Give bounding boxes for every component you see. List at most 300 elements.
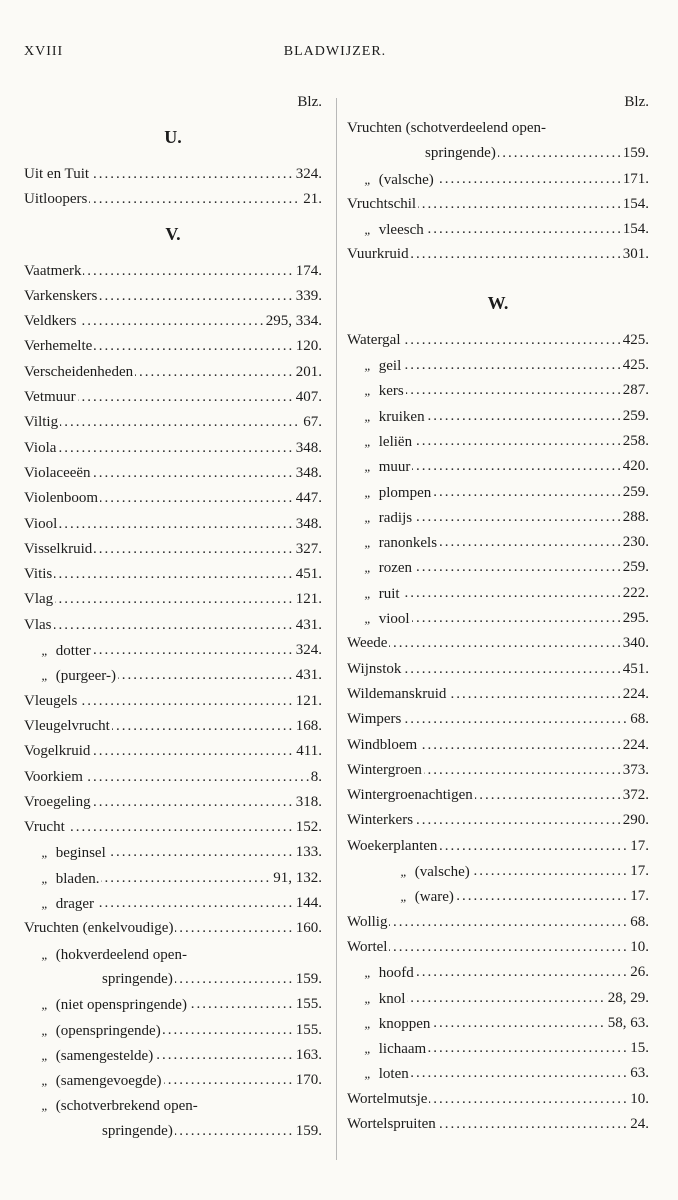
entry-label: Vogelkruid <box>24 743 91 760</box>
index-entry <box>347 733 649 758</box>
index-entry <box>24 587 322 612</box>
entry-term <box>347 991 407 1007</box>
entry-term <box>347 1016 432 1032</box>
entry-page: 10. <box>628 935 649 960</box>
entry-page: 339. <box>294 284 322 309</box>
entry-term <box>347 812 415 828</box>
entry-term <box>24 794 93 810</box>
index-entry <box>24 486 322 511</box>
ditto-mark: „ <box>364 509 372 525</box>
entry-term <box>347 711 403 727</box>
index-entry <box>347 1112 649 1137</box>
index-entry <box>24 1093 322 1118</box>
entry-label: (valsche) <box>414 864 470 881</box>
column-divider <box>336 98 337 1160</box>
entry-term <box>24 617 54 633</box>
entry-page: 259. <box>621 480 649 505</box>
index-entry <box>24 891 322 916</box>
entry-term <box>24 845 108 861</box>
entry-term <box>24 743 92 759</box>
index-entry <box>347 217 649 242</box>
entry-label: viool <box>378 611 410 628</box>
entry-label: loten <box>378 1066 409 1083</box>
entry-label: radijs <box>378 509 413 526</box>
index-entry <box>24 562 322 587</box>
ditto-mark: „ <box>41 946 49 962</box>
entry-page: 340. <box>621 631 649 656</box>
entry-label: Wortelspruiten <box>347 1115 436 1132</box>
entry-page: 155. <box>294 1018 322 1043</box>
entry-page: 222. <box>621 581 649 606</box>
entry-term <box>347 535 439 551</box>
entry-term <box>347 172 436 188</box>
index-entry <box>24 436 322 461</box>
entry-label: (hokverdeelend open- <box>55 946 187 963</box>
entry-term <box>24 947 189 963</box>
entry-term <box>24 896 96 912</box>
ditto-mark: „ <box>364 408 372 424</box>
entry-label: Vaatmerk <box>24 262 82 279</box>
entry-page: 68. <box>628 910 649 935</box>
entry-term <box>347 686 448 702</box>
entry-label: (samengevoegde) <box>55 1073 162 1090</box>
entry-label: (purgeer-) <box>55 668 116 685</box>
entry-label: Vroegeling <box>24 793 91 810</box>
entry-term <box>24 440 58 456</box>
entry-page: 411. <box>294 739 322 764</box>
index-entry <box>347 986 649 1011</box>
entry-label: Windbloem <box>347 736 418 753</box>
index-entry <box>347 783 649 808</box>
ditto-mark: „ <box>364 611 372 627</box>
index-entry <box>24 663 322 688</box>
entry-label: dotter <box>55 643 91 660</box>
index-entry <box>24 309 322 334</box>
entry-page: 447. <box>294 486 322 511</box>
entry-label: Wintergroen <box>347 761 422 778</box>
entry-term <box>24 516 59 532</box>
index-entry <box>347 758 649 783</box>
index-entry <box>347 1036 649 1061</box>
ditto-mark: „ <box>364 965 372 981</box>
entry-page: 17. <box>628 834 649 859</box>
ditto-mark: „ <box>41 668 49 684</box>
entry-page: 287. <box>621 378 649 403</box>
entry-term <box>24 490 100 506</box>
entry-label: Viola <box>24 439 57 456</box>
entry-term <box>347 787 475 803</box>
index-list-w <box>347 328 649 1138</box>
entry-page: 318. <box>294 790 322 815</box>
entry-term <box>24 668 118 684</box>
entry-label: Veldkers <box>24 313 77 330</box>
ditto-mark: „ <box>41 997 49 1013</box>
ditto-mark: „ <box>41 870 49 886</box>
ditto-mark: „ <box>364 560 372 576</box>
entry-term <box>24 643 93 659</box>
right-column <box>347 88 649 1137</box>
entry-page: 372. <box>621 783 649 808</box>
entry-term <box>24 819 67 835</box>
entry-term <box>347 1091 429 1107</box>
ditto-mark: „ <box>364 459 372 475</box>
ditto-mark: „ <box>364 433 372 449</box>
index-entry <box>347 404 649 429</box>
index-entry <box>24 815 322 840</box>
entry-page: 24. <box>628 1112 649 1137</box>
entry-page: 295. <box>621 606 649 631</box>
entry-term <box>24 566 54 582</box>
entry-label: vleesch <box>378 222 424 239</box>
entry-term <box>347 939 389 955</box>
index-entry <box>347 682 649 707</box>
index-entry <box>24 765 322 790</box>
entry-page: 301. <box>621 242 649 267</box>
index-entry <box>347 328 649 353</box>
entry-page: 348. <box>294 436 322 461</box>
entry-page: 431. <box>294 663 322 688</box>
entry-term <box>347 434 414 450</box>
entry-page: 451. <box>294 562 322 587</box>
entry-term <box>347 864 472 880</box>
entry-page: 58, 63. <box>606 1011 649 1036</box>
entry-page: 154. <box>621 217 649 242</box>
entry-term <box>347 1041 428 1057</box>
entry-term <box>347 611 412 627</box>
entry-page: 431. <box>294 613 322 638</box>
ditto-mark: „ <box>41 1098 49 1114</box>
entry-label: Wortel <box>347 938 388 955</box>
entry-term <box>347 762 424 778</box>
entry-term <box>347 560 414 576</box>
entry-term <box>24 997 189 1013</box>
entry-page: 15. <box>628 1036 649 1061</box>
index-entry <box>347 555 649 580</box>
entry-label: drager <box>55 896 95 913</box>
entry-term <box>347 383 406 399</box>
entry-page: 425. <box>621 328 649 353</box>
entry-term <box>24 541 94 557</box>
entry-term <box>347 459 412 475</box>
index-entry <box>347 378 649 403</box>
index-entry <box>24 638 322 663</box>
entry-label: leliën <box>378 433 413 450</box>
entry-page: 407. <box>294 385 322 410</box>
ditto-mark: „ <box>364 535 372 551</box>
index-entry <box>24 512 322 537</box>
index-entry <box>24 410 322 435</box>
entry-label: Vruchten (enkelvoudige) <box>24 920 174 937</box>
section-heading-u: U. <box>164 127 182 147</box>
dot-leader <box>347 935 649 960</box>
ditto-mark: „ <box>41 845 49 861</box>
index-entry <box>347 707 649 732</box>
entry-label: Vlas <box>24 616 52 633</box>
entry-label: ruit <box>378 585 400 602</box>
entry-label: Wimpers <box>347 711 402 728</box>
entry-label: rozen <box>378 560 413 577</box>
entry-page: 174. <box>294 259 322 284</box>
index-entry <box>24 689 322 714</box>
entry-page: 133. <box>294 840 322 865</box>
index-entry <box>24 284 322 309</box>
entry-label: (valsche) <box>378 171 434 188</box>
index-entry <box>24 967 322 992</box>
entry-page: 170. <box>294 1068 322 1093</box>
entry-label: Winterkers <box>347 812 414 829</box>
index-entry <box>24 840 322 865</box>
entry-label: lichaam <box>378 1041 427 1058</box>
entry-label: Verscheidenheden <box>24 363 134 380</box>
entry-term <box>24 1123 175 1139</box>
entry-label: (niet openspringende) <box>55 997 187 1014</box>
entry-label: Vetmuur <box>24 389 76 406</box>
entry-term <box>24 263 83 279</box>
entry-term <box>347 409 427 425</box>
index-entry <box>24 916 322 941</box>
index-entry <box>24 360 322 385</box>
entry-page: 144. <box>294 891 322 916</box>
ditto-mark: „ <box>41 643 49 659</box>
entry-page: 224. <box>621 733 649 758</box>
entry-label: Wollig <box>347 913 388 930</box>
entry-term <box>347 510 414 526</box>
index-entry <box>24 739 322 764</box>
index-entry <box>347 530 649 555</box>
ditto-mark: „ <box>400 889 408 905</box>
entry-term <box>24 718 112 734</box>
entry-label: Vuurkruid <box>347 246 409 263</box>
entry-page: 63. <box>628 1061 649 1086</box>
entry-label: muur <box>378 459 411 476</box>
entry-term <box>24 971 175 987</box>
ditto-mark: „ <box>41 896 49 912</box>
entry-page: 327. <box>294 537 322 562</box>
index-entry <box>24 334 322 359</box>
dot-leader <box>24 562 322 587</box>
entry-page: 17. <box>628 884 649 909</box>
entry-page: 121. <box>294 587 322 612</box>
entry-label: Wortelmutsje <box>347 1090 428 1107</box>
entry-label: beginsel <box>55 845 106 862</box>
index-entry <box>24 537 322 562</box>
entry-term <box>24 389 78 405</box>
entry-page: 159. <box>294 967 322 992</box>
left-column <box>24 88 322 1144</box>
entry-page: 224. <box>621 682 649 707</box>
index-entry <box>347 960 649 985</box>
entry-page: 154. <box>621 192 649 217</box>
index-entry <box>24 942 322 967</box>
index-entry <box>24 1119 322 1144</box>
entry-page: 160. <box>294 916 322 941</box>
section-heading-v: V. <box>165 223 181 244</box>
entry-page: 121. <box>294 689 322 714</box>
entry-page: 324. <box>294 638 322 663</box>
entry-label: hoofd <box>378 965 414 982</box>
ditto-mark: „ <box>41 1047 49 1063</box>
ditto-mark: „ <box>364 1066 372 1082</box>
entry-page: 26. <box>628 960 649 985</box>
entry-page: 295, 334. <box>264 309 322 334</box>
entry-term <box>347 635 389 651</box>
dot-leader <box>24 613 322 638</box>
entry-label: (openspringende) <box>55 1022 161 1039</box>
entry-page: 120. <box>294 334 322 359</box>
index-entry <box>347 353 649 378</box>
entry-page: 451. <box>621 657 649 682</box>
entry-label: bladen. <box>55 870 100 887</box>
index-entry <box>24 714 322 739</box>
ditto-mark: „ <box>400 864 408 880</box>
ditto-mark: „ <box>364 1015 372 1031</box>
index-entry <box>24 1068 322 1093</box>
entry-term <box>24 313 79 329</box>
entry-label: Violaceeën <box>24 464 91 481</box>
index-entry <box>347 1061 649 1086</box>
index-entry <box>24 385 322 410</box>
entry-page: 425. <box>621 353 649 378</box>
entry-term <box>24 871 101 887</box>
entry-term <box>347 222 426 238</box>
ditto-mark: „ <box>364 585 372 601</box>
entry-page: 17. <box>628 859 649 884</box>
entry-term <box>24 591 55 607</box>
index-entry <box>347 808 649 833</box>
entry-label: Weede <box>347 635 388 652</box>
entry-page: 155. <box>294 992 322 1017</box>
entry-page: 152. <box>294 815 322 840</box>
index-entry <box>347 884 649 909</box>
index-entry <box>347 429 649 454</box>
entry-label: Wildemanskruid <box>347 685 447 702</box>
entry-label: Vrucht <box>24 819 65 836</box>
entry-page: 259. <box>621 555 649 580</box>
entry-term <box>347 358 403 374</box>
index-entry <box>24 259 322 284</box>
entry-term <box>24 364 135 380</box>
dot-leader <box>24 815 322 840</box>
entry-label: (schotverbrekend open- <box>55 1098 198 1115</box>
entry-term <box>347 145 498 161</box>
index-list-u <box>24 162 322 213</box>
index-entry <box>24 790 322 815</box>
entry-label: Vruchten (schotverdeelend open- <box>347 120 547 136</box>
index-entry <box>347 116 649 141</box>
entry-label: Visselkruid <box>24 540 93 557</box>
entry-label: springende) <box>425 145 496 162</box>
index-entry <box>347 242 649 267</box>
index-entry <box>347 480 649 505</box>
entry-page: 348. <box>294 512 322 537</box>
entry-page: 21. <box>301 187 322 212</box>
index-entry <box>347 834 649 859</box>
entry-label: Wintergroenachtigen <box>347 787 473 804</box>
index-entry <box>347 606 649 631</box>
running-head: BLADWIJZER. <box>283 44 387 59</box>
entry-page: 168. <box>294 714 322 739</box>
entry-label: Voorkiem <box>24 768 83 785</box>
entry-page: 288. <box>621 505 649 530</box>
entry-label: Vitis <box>24 566 53 583</box>
entry-label: Vleugels <box>24 692 78 709</box>
index-entry <box>347 657 649 682</box>
index-entry <box>347 505 649 530</box>
entry-label: (samengestelde) <box>55 1047 154 1064</box>
dot-leader <box>24 436 322 461</box>
entry-term <box>24 1098 200 1114</box>
entry-label: Viool <box>24 515 58 532</box>
entry-page: 10. <box>628 1087 649 1112</box>
index-entry <box>347 935 649 960</box>
entry-term <box>347 914 389 930</box>
section-spacer <box>347 268 649 282</box>
entry-term <box>347 120 548 136</box>
index-list-v-left <box>24 259 322 1144</box>
entry-page: 259. <box>621 404 649 429</box>
index-entry <box>347 167 649 192</box>
entry-term <box>347 332 403 348</box>
entry-term <box>347 196 418 212</box>
entry-label: geil <box>378 358 402 375</box>
entry-label: knol <box>378 990 406 1007</box>
ditto-mark: „ <box>364 484 372 500</box>
entry-label: plompen <box>378 484 432 501</box>
entry-label: Woekerplanten <box>347 837 438 854</box>
ditto-mark: „ <box>364 222 372 238</box>
index-entry <box>24 613 322 638</box>
section-heading-w: W. <box>487 292 509 313</box>
dot-leader <box>347 631 649 656</box>
entry-page: 68. <box>628 707 649 732</box>
entry-term <box>347 1116 438 1132</box>
index-entry <box>24 461 322 486</box>
entry-term <box>24 769 85 785</box>
index-entry <box>347 1087 649 1112</box>
entry-term <box>24 414 60 430</box>
index-entry <box>347 910 649 935</box>
entry-label: Vruchtschil <box>347 195 417 212</box>
entry-term <box>347 485 433 501</box>
entry-label: springende) <box>102 970 173 987</box>
entry-term <box>24 693 79 709</box>
entry-page: 91, 132. <box>271 866 322 891</box>
entry-label: Wijnstok <box>347 660 402 677</box>
blz-label: Blz. <box>624 94 649 110</box>
entry-page: 28, 29. <box>606 986 649 1011</box>
index-entry <box>24 1043 322 1068</box>
entry-label: Verhemelte <box>24 338 93 355</box>
entry-page: 348. <box>294 461 322 486</box>
index-entry <box>347 1011 649 1036</box>
entry-term <box>24 465 93 481</box>
entry-term <box>347 1066 411 1082</box>
entry-term <box>24 1023 163 1039</box>
entry-label: kers <box>378 383 404 400</box>
ditto-mark: „ <box>41 1022 49 1038</box>
entry-label: (ware) <box>414 889 454 906</box>
index-entry <box>24 1018 322 1043</box>
entry-page: 201. <box>294 360 322 385</box>
index-entry <box>347 859 649 884</box>
entry-label: ranonkels <box>378 535 438 552</box>
page-header <box>24 44 646 70</box>
entry-term <box>24 338 94 354</box>
entry-label: springende) <box>102 1122 173 1139</box>
index-entry <box>347 581 649 606</box>
entry-page: 324. <box>294 162 322 187</box>
entry-label: Watergal <box>347 331 401 348</box>
